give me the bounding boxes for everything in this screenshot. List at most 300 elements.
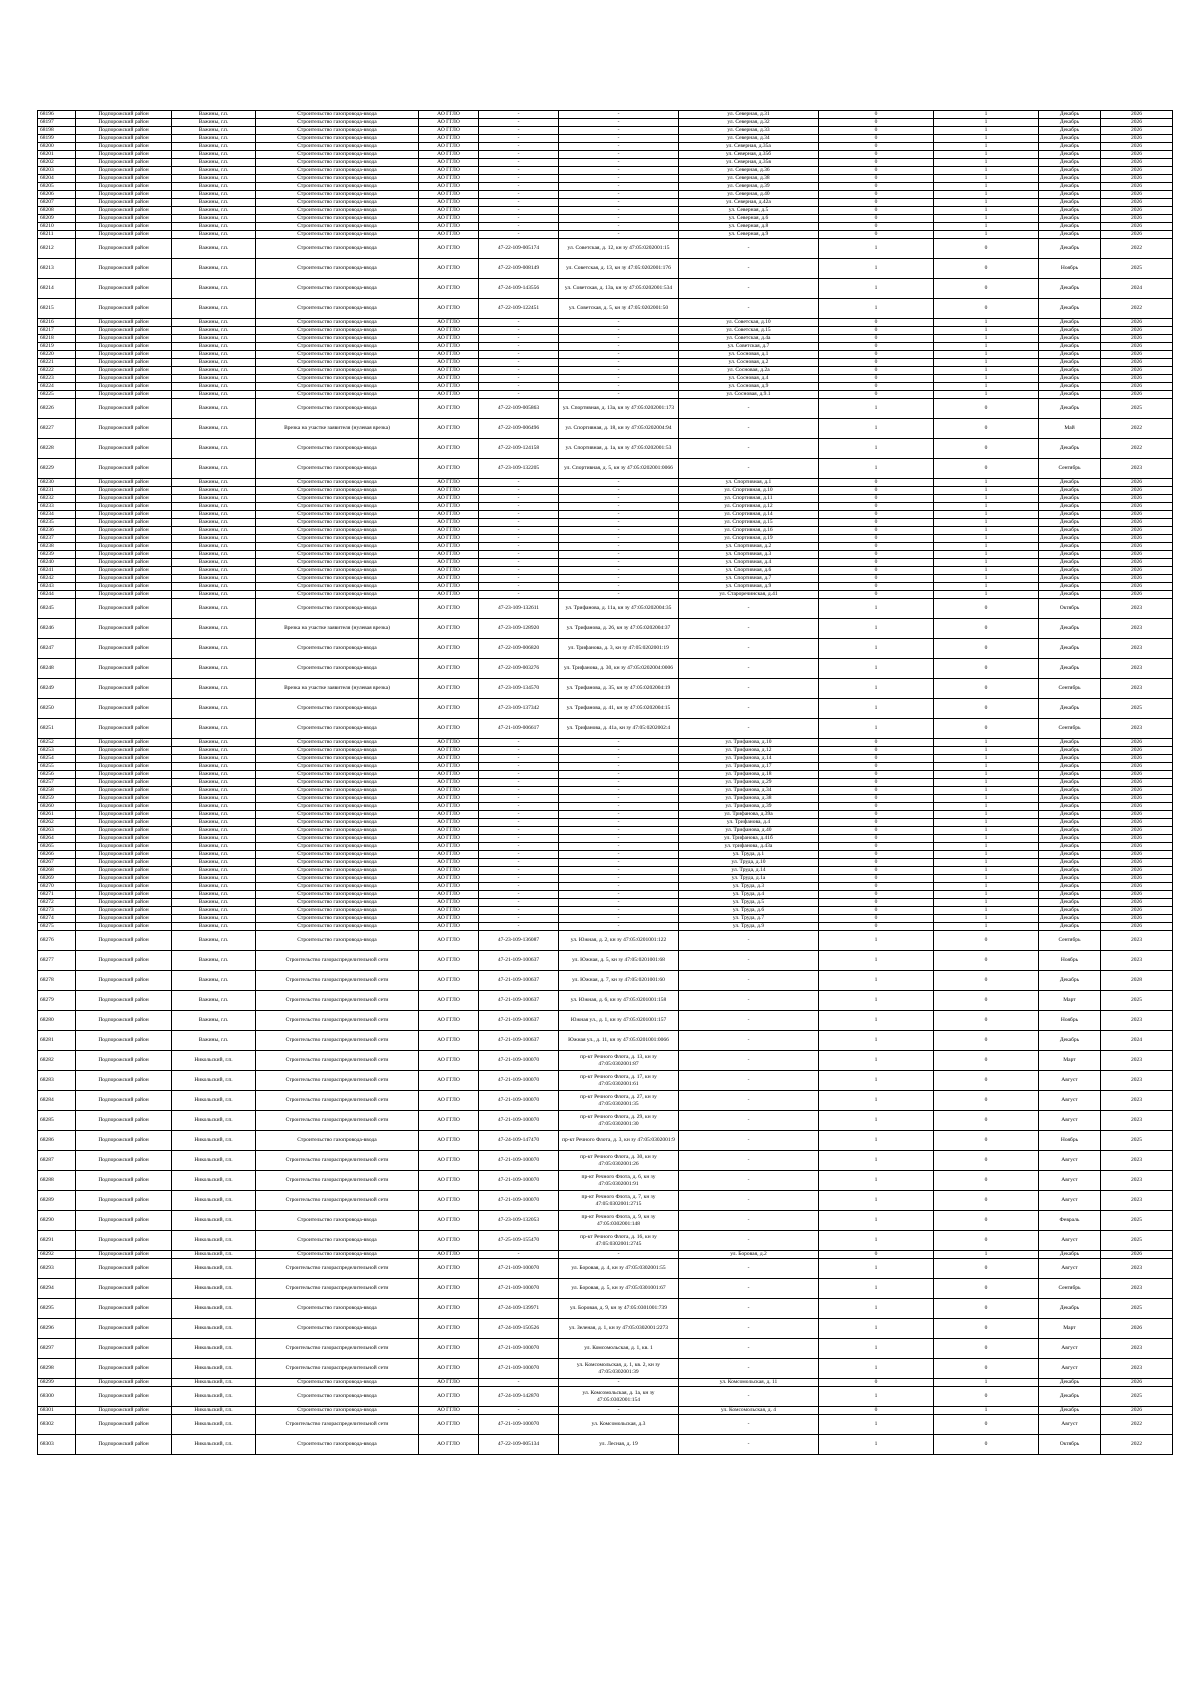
cell-settlement: Важины, г.п. [172,803,256,811]
cell-year: 2023 [1101,639,1173,659]
cell-work-type: Строительство газораспределительной сети [256,971,419,991]
cell-district: Подпорожский район [76,375,172,383]
cell-month: Декабрь [1039,907,1101,915]
table-row [38,891,1173,899]
cell-month: Август [1039,1071,1101,1091]
cell-row-number: 68286 [38,1131,76,1151]
cell-organization: АО ГГЛО [419,399,479,419]
cell-work-type: Строительство газопровода-ввода [256,803,419,811]
cell-row-number: 68281 [38,1031,76,1051]
cell-work-type: Строительство газопровода-ввода [256,495,419,503]
cell-street-address: ул. Сосновая, д.2 [679,359,819,367]
cell-street-address: ул. Труда, д.10 [679,859,819,867]
cell-work-type: Строительство газопровода-ввода [256,659,419,679]
cell-year: 2026 [1101,1379,1173,1387]
cell-cadastral-address: - [559,383,679,391]
cell-row-number: 68266 [38,851,76,859]
cell-application-number: 47-22-109-005174 [479,239,559,259]
cell-count-a: 0 [819,391,934,399]
cell-count-a: 1 [819,1171,934,1191]
cell-street-address: ул. Северная, д.6 [679,215,819,223]
cell-count-b: 0 [934,439,1039,459]
cell-count-a: 0 [819,527,934,535]
cell-settlement: Никольский, г.п. [172,1171,256,1191]
cell-street-address: ул. Комсомольская, д. 11 [679,1379,819,1387]
cell-application-number: - [479,519,559,527]
cell-district: Подпорожский район [76,551,172,559]
cell-month: Декабрь [1039,591,1101,599]
cell-district: Подпорожский район [76,1211,172,1231]
cell-year: 2026 [1101,383,1173,391]
cell-work-type: Строительство газопровода-ввода [256,383,419,391]
cell-district: Подпорожский район [76,1407,172,1415]
table-row [38,1259,1173,1279]
cell-month: Декабрь [1039,111,1101,119]
cell-district: Подпорожский район [76,1387,172,1407]
cell-settlement: Важины, г.п. [172,419,256,439]
cell-row-number: 68223 [38,375,76,383]
cell-application-number: - [479,787,559,795]
cell-district: Подпорожский район [76,239,172,259]
cell-count-a: 1 [819,1111,934,1131]
cell-work-type: Строительство газопровода-ввода [256,367,419,375]
cell-count-b: 1 [934,135,1039,143]
cell-district: Подпорожский район [76,511,172,519]
cell-year: 2023 [1101,1111,1173,1131]
cell-count-b: 1 [934,803,1039,811]
cell-month: Декабрь [1039,1407,1101,1415]
cell-organization: АО ГГЛО [419,327,479,335]
cell-settlement: Никольский, г.п. [172,1415,256,1435]
cell-cadastral-address: - [559,787,679,795]
table-row [38,535,1173,543]
cell-row-number: 68271 [38,891,76,899]
cell-cadastral-address: ул. Южная, д. 7, кн зу 47:05:0201001:60 [559,971,679,991]
cell-count-b: 0 [934,1151,1039,1171]
cell-cadastral-address: - [559,883,679,891]
cell-settlement: Важины, г.п. [172,135,256,143]
cell-work-type: Строительство газораспределительной сети [256,1091,419,1111]
cell-count-b: 1 [934,215,1039,223]
cell-settlement: Важины, г.п. [172,535,256,543]
cell-organization: АО ГГЛО [419,835,479,843]
cell-month: Декабрь [1039,779,1101,787]
cell-street-address: ул. Северная, д.35б [679,151,819,159]
cell-row-number: 68208 [38,207,76,215]
cell-count-b: 1 [934,143,1039,151]
cell-organization: АО ГГЛО [419,795,479,803]
cell-district: Подпорожский район [76,1151,172,1171]
cell-count-a: 1 [819,619,934,639]
cell-application-number: 47-22-109-005863 [479,399,559,419]
cell-organization: АО ГГЛО [419,755,479,763]
cell-count-a: 0 [819,535,934,543]
cell-row-number: 68302 [38,1415,76,1435]
cell-settlement: Никольский, г.п. [172,1231,256,1251]
table-row [38,183,1173,191]
cell-district: Подпорожский район [76,495,172,503]
cell-year: 2023 [1101,1171,1173,1191]
cell-row-number: 68244 [38,591,76,599]
cell-work-type: Строительство газопровода-ввода [256,859,419,867]
cell-count-a: 0 [819,551,934,559]
cell-row-number: 68293 [38,1259,76,1279]
cell-application-number: - [479,151,559,159]
cell-count-b: 1 [934,551,1039,559]
cell-row-number: 68270 [38,883,76,891]
cell-settlement: Важины, г.п. [172,591,256,599]
cell-work-type: Строительство газопровода-ввода [256,319,419,327]
cell-year: 2025 [1101,259,1173,279]
table-row [38,151,1173,159]
cell-district: Подпорожский район [76,1091,172,1111]
cell-settlement: Никольский, г.п. [172,1359,256,1379]
cell-count-b: 1 [934,223,1039,231]
cell-settlement: Важины, г.п. [172,915,256,923]
cell-count-a: 0 [819,811,934,819]
cell-month: Декабрь [1039,487,1101,495]
cell-cadastral-address: - [559,551,679,559]
cell-organization: АО ГГЛО [419,591,479,599]
cell-count-b: 1 [934,819,1039,827]
cell-month: Декабрь [1039,495,1101,503]
cell-row-number: 68214 [38,279,76,299]
cell-application-number: 47-21-109-100637 [479,991,559,1011]
cell-count-a: 1 [819,1211,934,1231]
cell-work-type: Строительство газораспределительной сети [256,1111,419,1131]
cell-street-address: - [679,679,819,699]
cell-work-type: Строительство газораспределительной сети [256,1279,419,1299]
cell-cadastral-address: ул. Советская, д. 12, кн зу 47:05:0202001:15 [559,239,679,259]
cell-street-address: ул. Северная, д.35в [679,159,819,167]
cell-settlement: Важины, г.п. [172,779,256,787]
cell-district: Подпорожский район [76,1111,172,1131]
cell-row-number: 68228 [38,439,76,459]
table-row [38,739,1173,747]
cell-row-number: 68257 [38,779,76,787]
cell-street-address: - [679,1171,819,1191]
cell-street-address: ул. Трифанова, д.10 [679,739,819,747]
cell-row-number: 68255 [38,763,76,771]
cell-settlement: Важины, г.п. [172,923,256,931]
cell-month: Декабрь [1039,207,1101,215]
cell-organization: АО ГГЛО [419,1151,479,1171]
cell-organization: АО ГГЛО [419,159,479,167]
cell-month: Декабрь [1039,567,1101,575]
cell-settlement: Важины, г.п. [172,719,256,739]
table-row [38,1359,1173,1379]
cell-settlement: Важины, г.п. [172,599,256,619]
cell-month: Февраль [1039,1211,1101,1231]
cell-row-number: 68300 [38,1387,76,1407]
cell-application-number: - [479,335,559,343]
cell-year: 2023 [1101,1359,1173,1379]
cell-year: 2026 [1101,511,1173,519]
cell-count-b: 1 [934,779,1039,787]
cell-organization: АО ГГЛО [419,771,479,779]
cell-settlement: Важины, г.п. [172,747,256,755]
cell-street-address: ул. Трифанова, д.38 [679,795,819,803]
cell-street-address: - [679,951,819,971]
cell-cadastral-address: ул. Советская, д. 13, кн зу 47:05:0202001:176 [559,259,679,279]
cell-row-number: 68205 [38,183,76,191]
cell-count-b: 1 [934,787,1039,795]
cell-application-number: 47-21-109-100070 [479,1359,559,1379]
cell-year: 2023 [1101,1091,1173,1111]
cell-street-address: - [679,639,819,659]
cell-count-b: 1 [934,811,1039,819]
cell-count-a: 1 [819,1071,934,1091]
cell-cadastral-address: пр-кт Речного Флота, д. 6, кн зу 47:05:0302001:91 [559,1171,679,1191]
cell-row-number: 68245 [38,599,76,619]
table-row [38,1387,1173,1407]
cell-count-b: 1 [934,859,1039,867]
cell-year: 2023 [1101,1051,1173,1071]
cell-cadastral-address: - [559,495,679,503]
cell-street-address: - [679,459,819,479]
cell-settlement: Важины, г.п. [172,231,256,239]
cell-row-number: 68287 [38,1151,76,1171]
cell-street-address: - [679,719,819,739]
cell-cadastral-address: - [559,859,679,867]
cell-year: 2023 [1101,931,1173,951]
cell-cadastral-address: - [559,1251,679,1259]
cell-year: 2026 [1101,175,1173,183]
cell-cadastral-address: - [559,167,679,175]
cell-year: 2026 [1101,151,1173,159]
cell-application-number: 47-21-109-100070 [479,1259,559,1279]
cell-row-number: 68215 [38,299,76,319]
cell-street-address: ул. Трифанова, д.39 [679,803,819,811]
cell-settlement: Важины, г.п. [172,167,256,175]
cell-settlement: Никольский, г.п. [172,1379,256,1387]
cell-month: Декабрь [1039,899,1101,907]
cell-count-a: 0 [819,543,934,551]
cell-application-number: 47-21-109-100070 [479,1091,559,1111]
cell-cadastral-address: - [559,891,679,899]
cell-organization: АО ГГЛО [419,811,479,819]
cell-organization: АО ГГЛО [419,487,479,495]
cell-month: Март [1039,991,1101,1011]
cell-application-number: 47-22-109-122451 [479,299,559,319]
cell-row-number: 68232 [38,495,76,503]
cell-street-address: - [679,1131,819,1151]
cell-district: Подпорожский район [76,191,172,199]
cell-district: Подпорожский район [76,559,172,567]
cell-row-number: 68221 [38,359,76,367]
cell-organization: АО ГГЛО [419,151,479,159]
cell-cadastral-address: - [559,223,679,231]
cell-year: 2023 [1101,619,1173,639]
cell-settlement: Важины, г.п. [172,487,256,495]
cell-count-a: 1 [819,719,934,739]
table-row [38,439,1173,459]
cell-application-number: - [479,771,559,779]
cell-district: Подпорожский район [76,327,172,335]
cell-row-number: 68273 [38,907,76,915]
cell-application-number: 47-21-109-100070 [479,1415,559,1435]
cell-count-b: 0 [934,239,1039,259]
cell-count-a: 1 [819,679,934,699]
cell-application-number: - [479,923,559,931]
cell-row-number: 68269 [38,875,76,883]
cell-settlement: Никольский, г.п. [172,1191,256,1211]
cell-street-address: - [679,299,819,319]
cell-month: Декабрь [1039,811,1101,819]
cell-cadastral-address: - [559,335,679,343]
cell-organization: АО ГГЛО [419,511,479,519]
cell-organization: АО ГГЛО [419,391,479,399]
cell-count-b: 1 [934,479,1039,487]
cell-settlement: Важины, г.п. [172,383,256,391]
cell-cadastral-address: - [559,867,679,875]
cell-organization: АО ГГЛО [419,535,479,543]
cell-year: 2028 [1101,971,1173,991]
table-row [38,575,1173,583]
cell-work-type: Строительство газораспределительной сети [256,1339,419,1359]
cell-cadastral-address: пр-кт Речного Флота, д. 16, кн зу 47:05:0302001:2745 [559,1231,679,1251]
cell-cadastral-address: - [559,191,679,199]
cell-row-number: 68294 [38,1279,76,1299]
table-row [38,351,1173,359]
cell-count-a: 0 [819,843,934,851]
cell-application-number: - [479,135,559,143]
cell-application-number: 47-23-109-132205 [479,459,559,479]
cell-work-type: Строительство газопровода-ввода [256,487,419,495]
cell-cadastral-address: пр-кт Речного Флота, д. 9, кн зу 47:05:0302001:148 [559,1211,679,1231]
cell-organization: АО ГГЛО [419,1259,479,1279]
cell-application-number: 47-25-109-155470 [479,1231,559,1251]
cell-application-number: - [479,575,559,583]
cell-month: Сентябрь [1039,459,1101,479]
cell-settlement: Никольский, г.п. [172,1131,256,1151]
cell-settlement: Важины, г.п. [172,359,256,367]
cell-count-b: 1 [934,183,1039,191]
cell-count-b: 1 [934,747,1039,755]
cell-cadastral-address: - [559,119,679,127]
table-row [38,1339,1173,1359]
cell-district: Подпорожский район [76,1131,172,1151]
cell-month: Декабрь [1039,511,1101,519]
cell-street-address: ул. Северная, д.40 [679,191,819,199]
cell-street-address: - [679,1415,819,1435]
cell-cadastral-address: - [559,143,679,151]
cell-organization: АО ГГЛО [419,747,479,755]
cell-district: Подпорожский район [76,1379,172,1387]
cell-work-type: Строительство газопровода-ввода [256,567,419,575]
cell-settlement: Важины, г.п. [172,495,256,503]
cell-work-type: Строительство газопровода-ввода [256,359,419,367]
cell-district: Подпорожский район [76,923,172,931]
cell-street-address: - [679,1091,819,1111]
cell-month: Декабрь [1039,439,1101,459]
cell-row-number: 68276 [38,931,76,951]
cell-district: Подпорожский район [76,127,172,135]
cell-month: Сентябрь [1039,1279,1101,1299]
cell-work-type: Строительство газопровода-ввода [256,119,419,127]
cell-cadastral-address: - [559,503,679,511]
cell-work-type: Строительство газопровода-ввода [256,907,419,915]
cell-application-number: - [479,867,559,875]
cell-work-type: Строительство газопровода-ввода [256,375,419,383]
cell-row-number: 68246 [38,619,76,639]
table-row [38,843,1173,851]
cell-organization: АО ГГЛО [419,1211,479,1231]
cell-month: Декабрь [1039,859,1101,867]
cell-district: Подпорожский район [76,167,172,175]
cell-count-b: 0 [934,659,1039,679]
cell-cadastral-address: - [559,811,679,819]
cell-count-a: 1 [819,279,934,299]
cell-month: Декабрь [1039,199,1101,207]
cell-settlement: Важины, г.п. [172,559,256,567]
cell-year: 2026 [1101,191,1173,199]
cell-year: 2023 [1101,1151,1173,1171]
cell-settlement: Важины, г.п. [172,951,256,971]
cell-count-a: 0 [819,151,934,159]
cell-count-a: 1 [819,1151,934,1171]
cell-settlement: Важины, г.п. [172,327,256,335]
cell-work-type: Строительство газораспределительной сети [256,951,419,971]
cell-count-a: 0 [819,795,934,803]
cell-count-a: 1 [819,239,934,259]
cell-settlement: Никольский, г.п. [172,1259,256,1279]
table-row [38,519,1173,527]
cell-cadastral-address: ул. Трифанова, д. 41, кн зу 47:05:0202004:15 [559,699,679,719]
cell-organization: АО ГГЛО [419,503,479,511]
cell-application-number: - [479,795,559,803]
cell-count-a: 1 [819,1031,934,1051]
cell-year: 2026 [1101,891,1173,899]
cell-year: 2025 [1101,1387,1173,1407]
cell-organization: АО ГГЛО [419,375,479,383]
cell-street-address: ул. Северная, д.36 [679,167,819,175]
cell-application-number: - [479,167,559,175]
cell-application-number: - [479,487,559,495]
table-row [38,1319,1173,1339]
cell-cadastral-address: - [559,1379,679,1387]
cell-count-b: 1 [934,827,1039,835]
cell-row-number: 68200 [38,143,76,151]
cell-district: Подпорожский район [76,1191,172,1211]
cell-row-number: 68256 [38,771,76,779]
cell-count-a: 0 [819,511,934,519]
cell-year: 2026 [1101,351,1173,359]
cell-month: Декабрь [1039,971,1101,991]
cell-settlement: Важины, г.п. [172,199,256,207]
table-row [38,319,1173,327]
cell-district: Подпорожский район [76,135,172,143]
cell-year: 2026 [1101,559,1173,567]
cell-settlement: Важины, г.п. [172,175,256,183]
cell-cadastral-address: - [559,763,679,771]
cell-year: 2025 [1101,699,1173,719]
cell-district: Подпорожский район [76,679,172,699]
cell-organization: АО ГГЛО [419,899,479,907]
cell-street-address: - [679,419,819,439]
cell-cadastral-address: - [559,899,679,907]
cell-row-number: 68283 [38,1071,76,1091]
cell-application-number: - [479,583,559,591]
cell-organization: АО ГГЛО [419,599,479,619]
cell-application-number: 47-21-109-100070 [479,1051,559,1071]
cell-street-address: ул. Северная, д.42а [679,199,819,207]
table-row [38,771,1173,779]
table-row [38,167,1173,175]
cell-organization: АО ГГЛО [419,931,479,951]
cell-count-b: 1 [934,511,1039,519]
cell-count-b: 0 [934,639,1039,659]
